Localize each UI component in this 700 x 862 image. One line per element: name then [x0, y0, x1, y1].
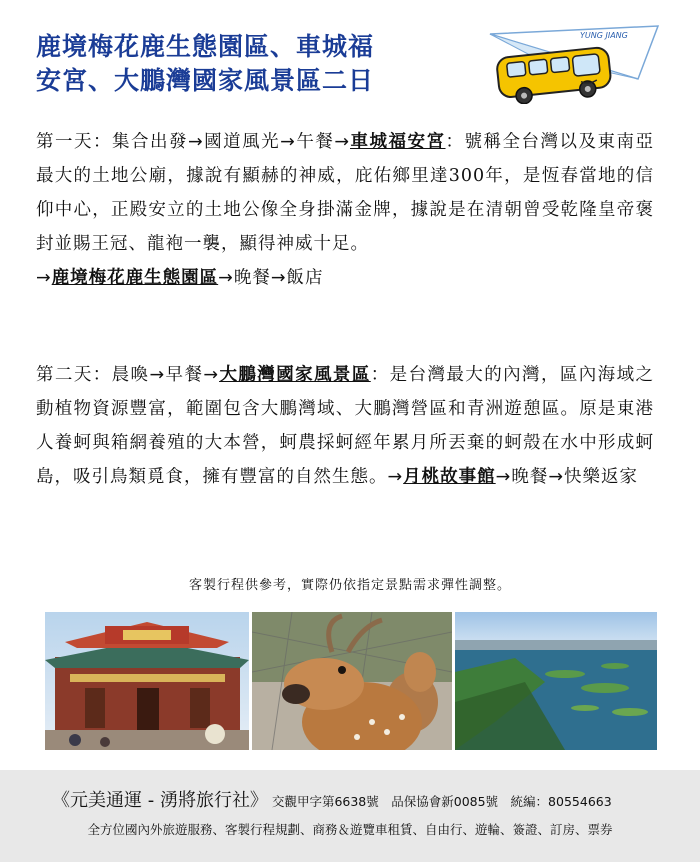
arrow: →	[387, 467, 404, 487]
day2-stop: 快樂返家	[564, 467, 639, 487]
agency-info	[52, 786, 612, 812]
temple-photo	[45, 612, 249, 750]
day2-itinerary	[36, 358, 654, 494]
day1-highlight-deer-park: 鹿境梅花鹿生態園區	[51, 268, 219, 288]
day2-stop: 晚餐	[511, 467, 549, 487]
deer-photo	[252, 612, 452, 750]
day2-description: ：是台灣最大的內灣，區內海域之動植物資源豐富，範圍包含大鵬灣域、大鵬灣營區和青洲遊憩區。原是東港人養蚵與箱網養殖的大本營，蚵農採蚵經年累月所丟棄的蚵殼在水中形成蚵島，吸引鳥類覓食，擁有豐富的自然生態。	[36, 365, 655, 487]
page-title	[36, 30, 456, 98]
day1-stop: 午餐	[295, 132, 335, 152]
arrow: →	[188, 132, 204, 152]
day1-itinerary	[36, 125, 654, 295]
day1-stop: 飯店	[286, 268, 324, 288]
day1-description: ：號稱全台灣以及東南亞最大的土地公廟，據說有顯赫的神威，庇佑鄉里達300年，是恆春當地的信仰中心，正殿安立的土地公像全身掛滿金牌，據說是在清朝曾受乾隆皇帝褒封並賜王冠、龍袍一襲，顯得神威十足。	[36, 132, 655, 254]
day1-prefix: 第一天：集合出發	[36, 132, 188, 152]
itinerary-note: 客製行程供參考，實際仍依指定景點需求彈性調整。	[188, 578, 511, 593]
day1-highlight-fuan-temple: 車城福安宮	[350, 132, 446, 152]
day1-stop: 國道風光	[203, 132, 281, 152]
day2-prefix: 第二天：晨喚	[36, 365, 150, 385]
agency-license: 交觀甲字第6638號 品保協會新0085號 統編：80554663	[271, 794, 612, 809]
day2-highlight-dapeng-bay: 大鵬灣國家風景區	[219, 365, 371, 385]
dapeng-bay-photo	[455, 612, 657, 750]
agency-name: 《元美通運 - 湧將旅行社》	[52, 790, 268, 811]
arrow: →	[36, 268, 52, 288]
tour-bus-icon	[488, 24, 663, 104]
arrow: →	[334, 132, 351, 152]
arrow: →	[280, 132, 296, 152]
arrow: →	[218, 268, 234, 288]
title-line-1: 鹿境梅花鹿生態園區、車城福	[36, 32, 375, 61]
arrow: →	[203, 365, 220, 385]
footer	[0, 770, 700, 862]
day2-highlight-yuetao-museum: 月桃故事館	[403, 467, 496, 487]
arrow: →	[270, 268, 287, 288]
arrow: →	[495, 467, 512, 487]
arrow: →	[149, 365, 166, 385]
arrow: →	[548, 467, 565, 487]
day2-stop: 早餐	[165, 365, 204, 385]
agency-services: 全方位國內外旅遊服務、客製行程規劃、商務＆遊覽車租賃、自由行、遊輪、簽證、訂房、票券	[87, 822, 613, 837]
title-line-2: 安宮、大鵬灣國家風景區二日	[36, 66, 375, 95]
day1-stop: 晚餐	[233, 268, 271, 288]
logo-text: YUNG JIANG	[580, 31, 628, 40]
photo-strip	[45, 612, 657, 750]
